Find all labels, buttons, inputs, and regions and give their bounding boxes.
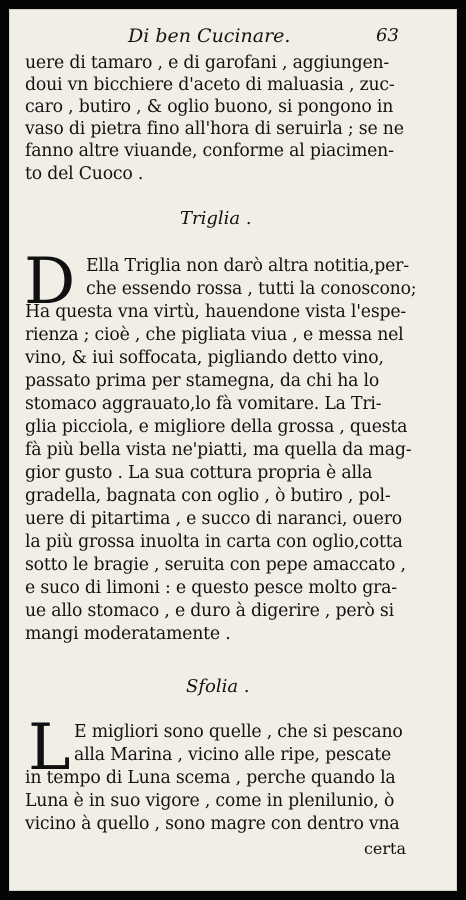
text-line: mangi moderatamente . [25, 624, 231, 644]
text-line: fanno altre viuande, conforme al piacimen- [25, 141, 394, 161]
text-line: uere di pitartima , e succo di naranci, ouero [25, 509, 402, 529]
drop-cap: D [24, 245, 76, 319]
text-line: caro , butiro , & oglio buono, si pongono in [25, 97, 394, 117]
text-line: gradella, bagnata con oglio , ò butiro , pol- [25, 486, 391, 506]
text-line: Ella Triglia non darò altra notitia,per- [86, 256, 409, 276]
text-line: alla Marina , vicino alle ripe, pescate [74, 745, 392, 765]
text-line: glia picciola, e migliore della grossa , questa [25, 417, 408, 437]
text-line: stomaco aggrauato,lo fà vomitare. La Tri- [25, 394, 382, 414]
text-line: e suco di limoni : e questo pesce molto gra- [25, 578, 397, 598]
text-line: to del Cuoco . [25, 164, 144, 184]
catchword: certa [363, 839, 406, 858]
text-line: rienza ; cioè , che pigliata viua , e messa nel [25, 325, 404, 345]
text-line: gior gusto . La sua cottura propria è alla [25, 463, 373, 483]
section-title-sfolia: Sfolia . [186, 676, 250, 697]
text-line: sotto le bragie , seruita con pepe amaccato , [25, 555, 406, 575]
text-line: doui vn bicchiere d'aceto di maluasia , zuc- [25, 75, 395, 95]
drop-cap: L [28, 711, 71, 785]
page-number: 63 [376, 25, 399, 46]
text-line: che essendo rossa , tutti la conoscono; [86, 279, 417, 299]
text-line: vicino à quello , sono magre con dentro vna [25, 814, 400, 834]
text-line: ue allo stomaco , e duro à digerire , però si [25, 601, 394, 621]
text-line: la più grossa inuolta in carta con oglio,cotta [25, 532, 403, 552]
text-line: Ha questa vna virtù, hauendone vista l'espe- [25, 302, 407, 322]
section-title-triglia: Triglia . [180, 208, 252, 229]
text-line: E migliori sono quelle , che si pescano [74, 722, 403, 742]
text-line: vino, & iui soffocata, pigliando detto vino, [25, 348, 384, 368]
text-line: in tempo di Luna scema , perche quando la [25, 768, 396, 788]
text-line: uere di tamaro , e di garofani , aggiungen- [25, 53, 390, 73]
text-line: fà più bella vista ne'piatti, ma quella da mag- [25, 440, 412, 460]
text-line: Luna è in suo vigore , come in plenilunio, ò [25, 791, 395, 811]
running-head: Di ben Cucinare. [128, 25, 291, 47]
text-line: vaso di pietra fino all'hora di seruirla ; se ne [25, 119, 404, 139]
book-page [9, 9, 457, 891]
text-line: passato prima per stamegna, da chi ha lo [25, 371, 380, 391]
